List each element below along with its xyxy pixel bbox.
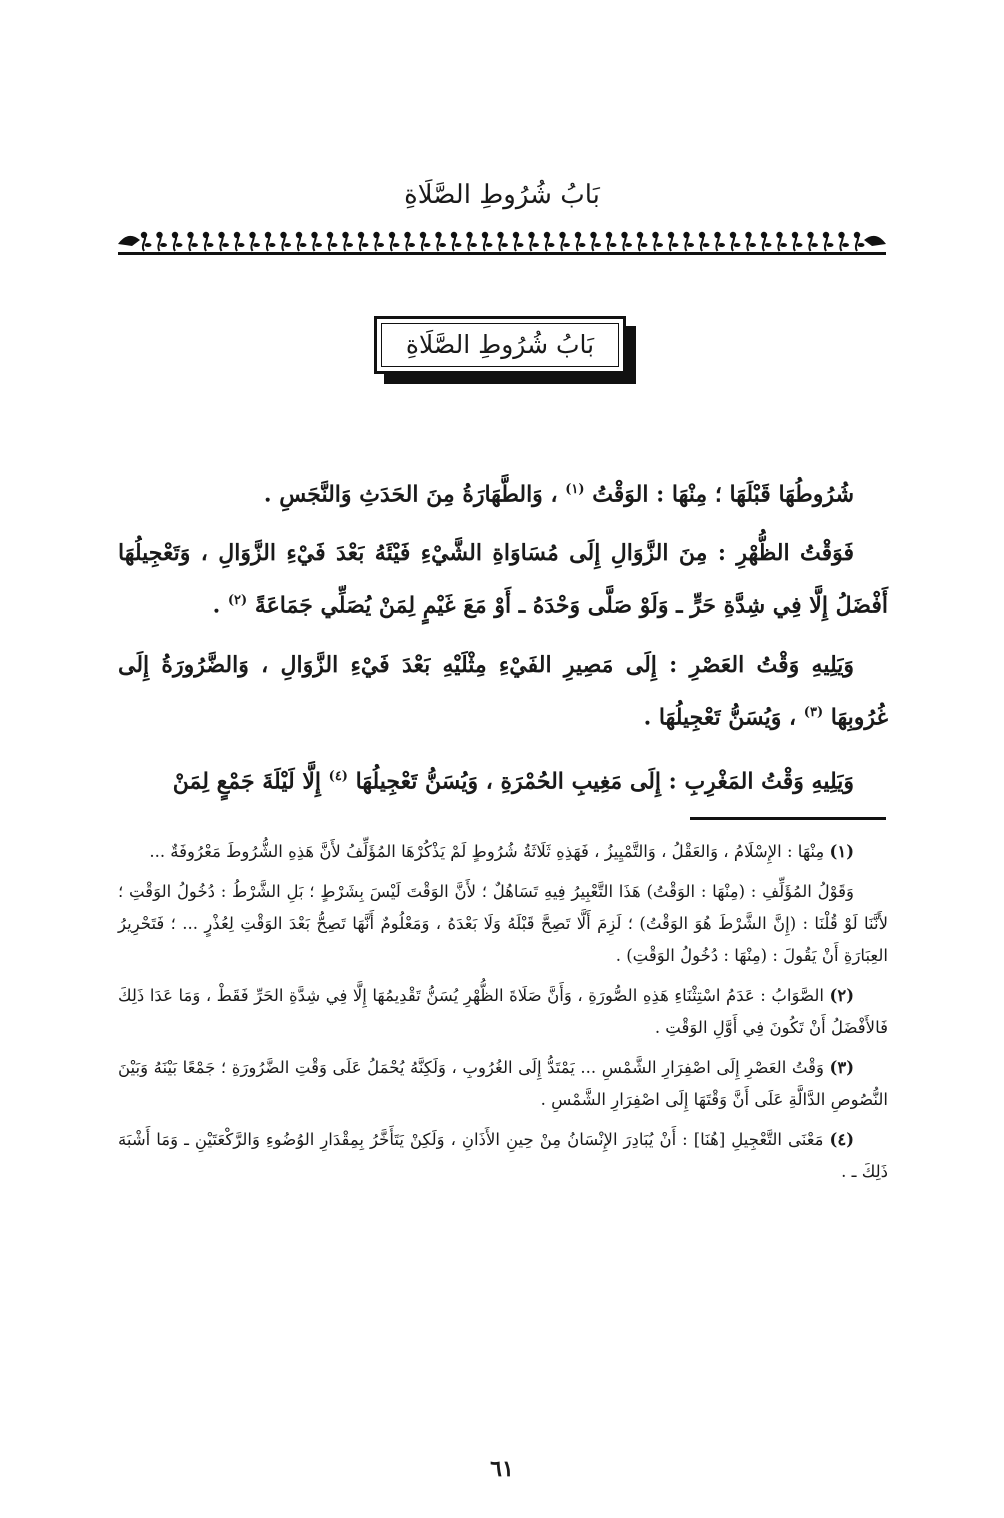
ornament-leaf [222,243,229,247]
ornament-bud [451,232,457,238]
ornament-bud [420,232,426,238]
ornament-bud [807,232,813,238]
ornament-leaf [718,243,725,247]
footnote-3: (٣) وَقْتُ العَصْرِ إِلَى اصْفِرَارِ الشَّمْسِ ... يَمْتَدُّ إِلَى الغُرُوبِ ، وَلَكِنَّهُ يُحْمَلُ عَلَى وَقْتِ الضَّرُورَةِ ؛ جَمْعًا بَيْنَهُ وَبَيْنَ النُّصُوصِ الدَّالَّةِ عَلَى أَنَّ وَقْتَهَا إِلَى اصْفِرَارِ الشَّمْسِ . [118,1058,888,1109]
ornament-bud [482,232,488,238]
footnotes [118,836,888,1196]
paragraph-2: فَوَقْتُ الظُّهْرِ : مِنَ الزَّوَالِ إِلَى مُسَاوَاةِ الشَّيْءِ فَيْئَهُ بَعْدَ فَيْءِ الزَّوَالِ ، وَتَعْجِيلُهَا أَفْضَلُ إِلَّا فِي شِدَّةِ حَرٍّ ـ وَلَوْ صَلَّى وَحْدَهُ ـ أَوْ مَعَ غَيْمٍ لِمَنْ يُصَلِّي جَمَاعَةً $^{(٢)}$ . [118,540,888,619]
ornament-leaf [517,243,524,247]
ornament-bud [528,232,534,238]
ornament-leaf [656,243,663,247]
footnote-4: (٤) مَعْنَى التَّعْجِيلِ [هُنَا] : أَنْ يُبَادِرَ الإِنْسَانُ مِنْ حِينِ الأَذَانِ ، وَلَكِنْ يَتَأَخَّرُ بِمِقْدَارِ الوُضُوءِ وَالرَّكْعَتَيْنِ ـ وَمَا أَشْبَهَ ذَلِكَ ـ . [118,1130,888,1181]
ornament-leaf [393,243,400,247]
ornament-leaf [377,243,384,247]
ornament-leaf [579,243,586,247]
ornament-bud [854,232,860,238]
running-head: بَابُ شُرُوطِ الصَّلَاةِ [404,180,600,210]
ornament-bud [606,232,612,238]
ornament-leaf [765,243,772,247]
ornament-bud [575,232,581,238]
ornament-leaf [532,243,539,247]
footnote-ref-3: (٣) [803,704,824,720]
footnote-number: (٢) [829,986,854,1005]
ornament-bud [311,232,317,238]
ornament-leaf [176,243,183,247]
paragraph-1: شُرُوطُهَا قَبْلَهَا ؛ مِنْهَا : الوَقْتُ $^{(١)}$ ، وَالطَّهَارَةُ مِنَ الحَدَثِ وَالنَّجَسِ . [263,481,854,508]
ornament-bud [280,232,286,238]
footnote-number: (١) [829,842,854,861]
ornament-bud [668,232,674,238]
paragraph-3: وَيَلِيهِ وَقْتُ العَصْرِ : إِلَى مَصِيرِ الفَيْءِ مِثْلَيْهِ بَعْدَ فَيْءِ الزَّوَالِ ، وَالضَّرُورَةُ إِلَى غُرُوبِهَا $^{(٣)}$ ، وَيُسَنُّ تَعْجِيلُهَا . [118,651,888,730]
ornament-leaf [269,243,276,247]
ornament-bud [156,232,162,238]
ornament-leaf [594,243,601,247]
ornament-bud [652,232,658,238]
ornament-bud [637,232,643,238]
ornament-leaf [811,243,818,247]
ornament-bud [544,232,550,238]
ornament-bud [745,232,751,238]
ornament-bud [373,232,379,238]
footnote-2: (٢) الصَّوَابُ : عَدَمُ اسْتِثْنَاءِ هَذِهِ الصُّورَةِ ، وَأَنَّ صَلَاةَ الظُّهْرِ يُسَنُّ تَقْدِيمُهَا إِلَّا فِي شِدَّةِ الحَرِّ فَقَطْ ، وَمَا عَدَا ذَلِكَ فَالأَفْضَلُ أَنْ تَكُونَ فِي أَوَّلِ الوَقْتِ . [118,986,888,1037]
ornament-leaf [207,243,214,247]
ornament-leaf [672,243,679,247]
ornamental-divider [118,226,886,256]
ornament-leaf [734,243,741,247]
ornament-leaf [191,243,198,247]
footnote-1: (١) مِنْهَا : الإِسْلَامُ ، وَالعَقْلُ ، وَالتَّمْيِيزُ ، فَهَذِهِ ثَلَاثَةُ شُرُوطٍ لَمْ يَذْكُرْهَا المُؤَلِّفُ لأَنَّ هَذِهِ الشُّرُوطَ مَعْرُوفَةٌ ... [149,842,854,861]
ornament-leaf [253,243,260,247]
ornament-bud [234,232,240,238]
ornament-bud [761,232,767,238]
paragraph-4: وَيَلِيهِ وَقْتُ المَغْرِبِ : إِلَى مَغِيبِ الحُمْرَةِ ، وَيُسَنُّ تَعْجِيلُهَا $^{(٤)}$ إِلَّا لَيْلَةَ جَمْعٍ لِمَنْ [172,768,854,795]
ornament-leaf [238,243,245,247]
ornament-leaf [827,243,834,247]
ornament-bud [838,232,844,238]
ornament-leaf [331,243,338,247]
ornament-leaf [563,243,570,247]
ornament-bud [513,232,519,238]
ornament-bud [187,232,193,238]
ornament-bud [265,232,271,238]
footnote-number: (٣) [829,1058,854,1077]
footnote-ref-1: (١) [565,482,585,497]
footnote-ref-2: (٢) [227,593,248,609]
ornament-bud [141,232,147,238]
ornament-leaf [610,243,617,247]
ornament-leaf [687,243,694,247]
ornament-leaf [408,243,415,247]
ornament-bud [621,232,627,238]
ornament-bud [203,232,209,238]
ornament-bud [466,232,472,238]
ornament-leaf [625,243,632,247]
ornament-bud [389,232,395,238]
ornament-bud [249,232,255,238]
ornament-leaf [160,243,167,247]
ornament-leaf [439,243,446,247]
ornament-bud [218,232,224,238]
footnote-number: (٤) [829,1130,854,1149]
footnote-1-continued: وَقَوْلُ المُؤَلِّفِ : (مِنْهَا : الوَقْتُ) هَذَا التَّعْبِيرُ فِيهِ تَسَاهُلٌ ؛ لأَنَّ الوَقْتَ لَيْسَ بِشَرْطٍ ؛ بَلِ الشَّرْطُ : دُخُولُ الوَقْتِ ؛ لأَنَّنَا لَوْ قُلْنَا : (إِنَّ الشَّرْطَ هُوَ الوَقْتُ) ؛ لَزِمَ أَلَّا تَصِحَّ قَبْلَهُ وَلَا بَعْدَهُ ، وَمَعْلُومٌ أَنَّهَا تَصِحُّ بَعْدَ الوَقْتِ لِعُذْرٍ ... ؛ فَتَحْرِيرُ العِبَارَةِ أَنْ يَقُولَ : (مِنْهَا : دُخُولُ الوَقْتِ) . [118,882,888,965]
ornament-leaf [300,243,307,247]
ornament-bud [590,232,596,238]
ornament-leaf [145,243,152,247]
ornament-bud [699,232,705,238]
ornament-leaf [842,243,849,247]
ornament-bud [792,232,798,238]
ornament-leaf [315,243,322,247]
ornament-leaf [486,243,493,247]
ornament-bud [435,232,441,238]
ornament-leaf [703,243,710,247]
ornament-leaf [501,243,508,247]
ornament-leaf [858,243,865,247]
footnote-separator [690,817,886,820]
ornament-bud [559,232,565,238]
chapter-title: بَابُ شُرُوطِ الصَّلَاةِ [405,330,595,359]
main-text [118,466,888,805]
ornament-leaf [780,243,787,247]
ornament-bud [683,232,689,238]
ornament-bud [823,232,829,238]
ornament-leaf [641,243,648,247]
ornament-bud [404,232,410,238]
ornament-bud [296,232,302,238]
ornament-leaf [455,243,462,247]
ornament-leaf [424,243,431,247]
ornament-leaf [284,243,291,247]
ornament-bud [342,232,348,238]
ornament-bud [776,232,782,238]
ornament-leaf [362,243,369,247]
ornament-leaf [470,243,477,247]
ornament-bud [172,232,178,238]
ornament-bud [714,232,720,238]
ornament-bud [497,232,503,238]
page-number: ٦١ [490,1456,514,1482]
ornament-leaf [796,243,803,247]
ornament-bud [730,232,736,238]
ornament-leaf [548,243,555,247]
ornament-leaf [749,243,756,247]
ornament-leaf [346,243,353,247]
footnote-ref-4: (٤) [328,768,348,784]
ornament-bud [358,232,364,238]
ornament-bud [327,232,333,238]
